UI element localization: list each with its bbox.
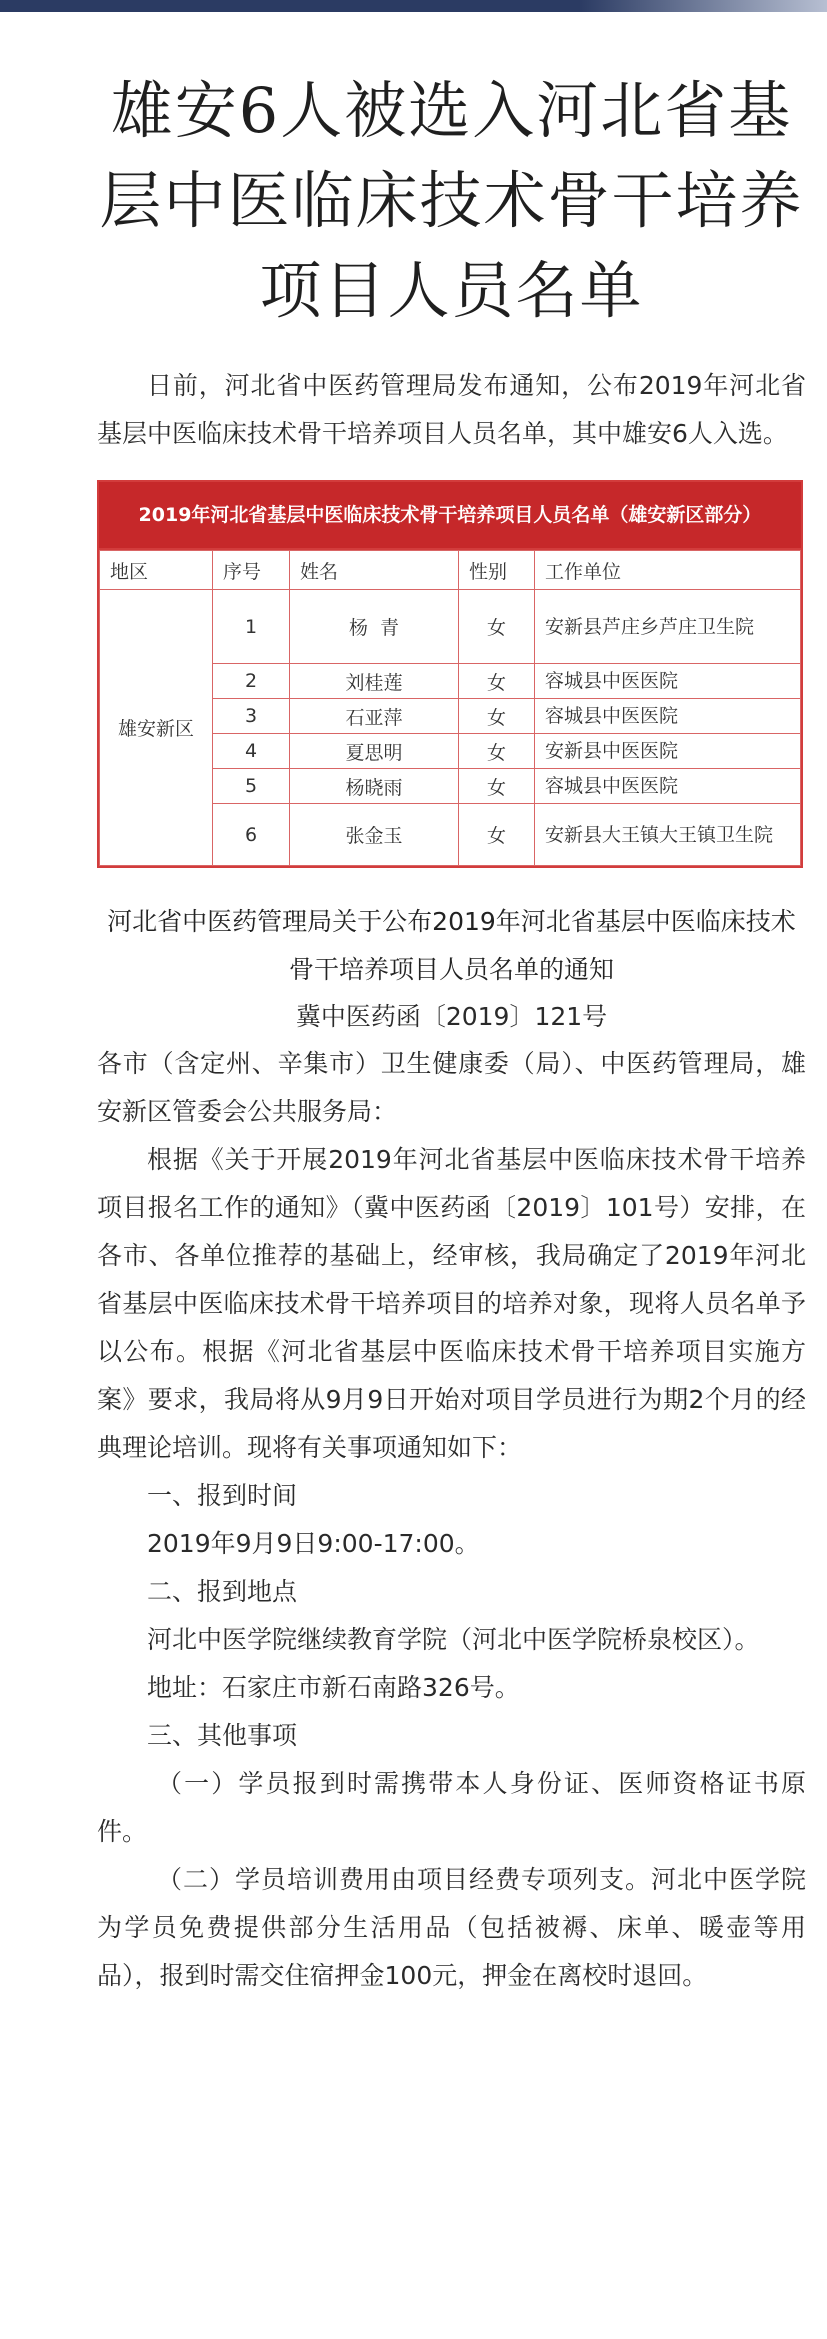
workplace-cell: 容城县中医医院 xyxy=(535,769,801,804)
number-cell: 5 xyxy=(213,769,290,804)
section-heading-other: 三、其他事项 xyxy=(147,1721,298,1750)
roster-table xyxy=(97,480,803,868)
section-heading-time: 一、报到时间 xyxy=(147,1481,298,1510)
notice-title: 河北省中医药管理局关于公布2019年河北省基层中医临床技术骨干培养项目人员名单的通知 xyxy=(107,907,796,984)
column-header-region: 地区 xyxy=(100,551,213,590)
article xyxy=(97,66,806,2000)
notice-body: 根据《关于开展2019年河北省基层中医临床技术骨干培养项目报名工作的通知》（冀中医药函〔2019〕101号）安排，在各市、各单位推荐的基础上，经审核，我局确定了2019年河北省基层中医临床技术骨干培养项目的培养对象，现将人员名单予以公布。根据《河北省基层中医临床技术骨干培养项目实施方案》要求，我局将从9月9日开始对项目学员进行为期2个月的经典理论培训。现将有关事项通知如下： xyxy=(97,1145,806,1462)
workplace-cell: 安新县中医医院 xyxy=(535,734,801,769)
section-heading-location: 二、报到地点 xyxy=(147,1577,298,1606)
gender-cell: 女 xyxy=(459,699,535,734)
name-cell: 杨 青 xyxy=(290,590,459,664)
intro-paragraph: 日前，河北省中医药管理局发布通知，公布2019年河北省基层中医临床技术骨干培养项目人员名单，其中雄安6人入选。 xyxy=(97,371,806,448)
name-cell: 夏思明 xyxy=(290,734,459,769)
roster-header-row xyxy=(100,551,801,590)
address-text: 地址：石家庄市新石南路326号。 xyxy=(147,1673,520,1702)
workplace-cell: 安新县芦庄乡芦庄卫生院 xyxy=(535,590,801,664)
gender-cell: 女 xyxy=(459,769,535,804)
workplace-cell: 安新县大王镇大王镇卫生院 xyxy=(535,804,801,866)
name-cell: 刘桂莲 xyxy=(290,664,459,699)
name-cell: 石亚萍 xyxy=(290,699,459,734)
column-header-workplace: 工作单位 xyxy=(535,551,801,590)
article-title: 雄安6人被选入河北省基层中医临床技术骨干培养项目人员名单 xyxy=(99,74,804,327)
addressee: 各市（含定州、辛集市）卫生健康委（局）、中医药管理局，雄安新区管委会公共服务局： xyxy=(97,1049,806,1126)
workplace-cell: 容城县中医医院 xyxy=(535,664,801,699)
report-location-text: 河北中医学院继续教育学院（河北中医学院桥泉校区）。 xyxy=(147,1625,760,1654)
column-header-name: 姓名 xyxy=(290,551,459,590)
roster-table-heading: 2019年河北省基层中医临床技术骨干培养项目人员名单（雄安新区部分） xyxy=(99,482,801,550)
top-banner-bar xyxy=(0,0,827,12)
region-cell: 雄安新区 xyxy=(100,590,213,866)
report-time-text: 2019年9月9日9:00-17:00。 xyxy=(147,1529,480,1558)
roster-grid xyxy=(99,550,801,866)
number-cell: 3 xyxy=(213,699,290,734)
workplace-cell: 容城县中医医院 xyxy=(535,699,801,734)
other-item-1: （一）学员报到时需携带本人身份证、医师资格证书原件。 xyxy=(97,1769,806,1846)
name-cell: 杨晓雨 xyxy=(290,769,459,804)
gender-cell: 女 xyxy=(459,734,535,769)
number-cell: 4 xyxy=(213,734,290,769)
column-header-number: 序号 xyxy=(213,551,290,590)
number-cell: 2 xyxy=(213,664,290,699)
document-number: 冀中医药函〔2019〕121号 xyxy=(295,1002,608,1031)
gender-cell: 女 xyxy=(459,590,535,664)
number-cell: 1 xyxy=(213,590,290,664)
column-header-gender: 性别 xyxy=(459,551,535,590)
other-item-2: （二）学员培训费用由项目经费专项列支。河北中医学院为学员免费提供部分生活用品（包括被褥、床单、暖壶等用品），报到时需交住宿押金100元，押金在离校时退回。 xyxy=(97,1865,806,1990)
name-cell: 张金玉 xyxy=(290,804,459,866)
gender-cell: 女 xyxy=(459,804,535,866)
gender-cell: 女 xyxy=(459,664,535,699)
table-row xyxy=(100,590,801,664)
number-cell: 6 xyxy=(213,804,290,866)
